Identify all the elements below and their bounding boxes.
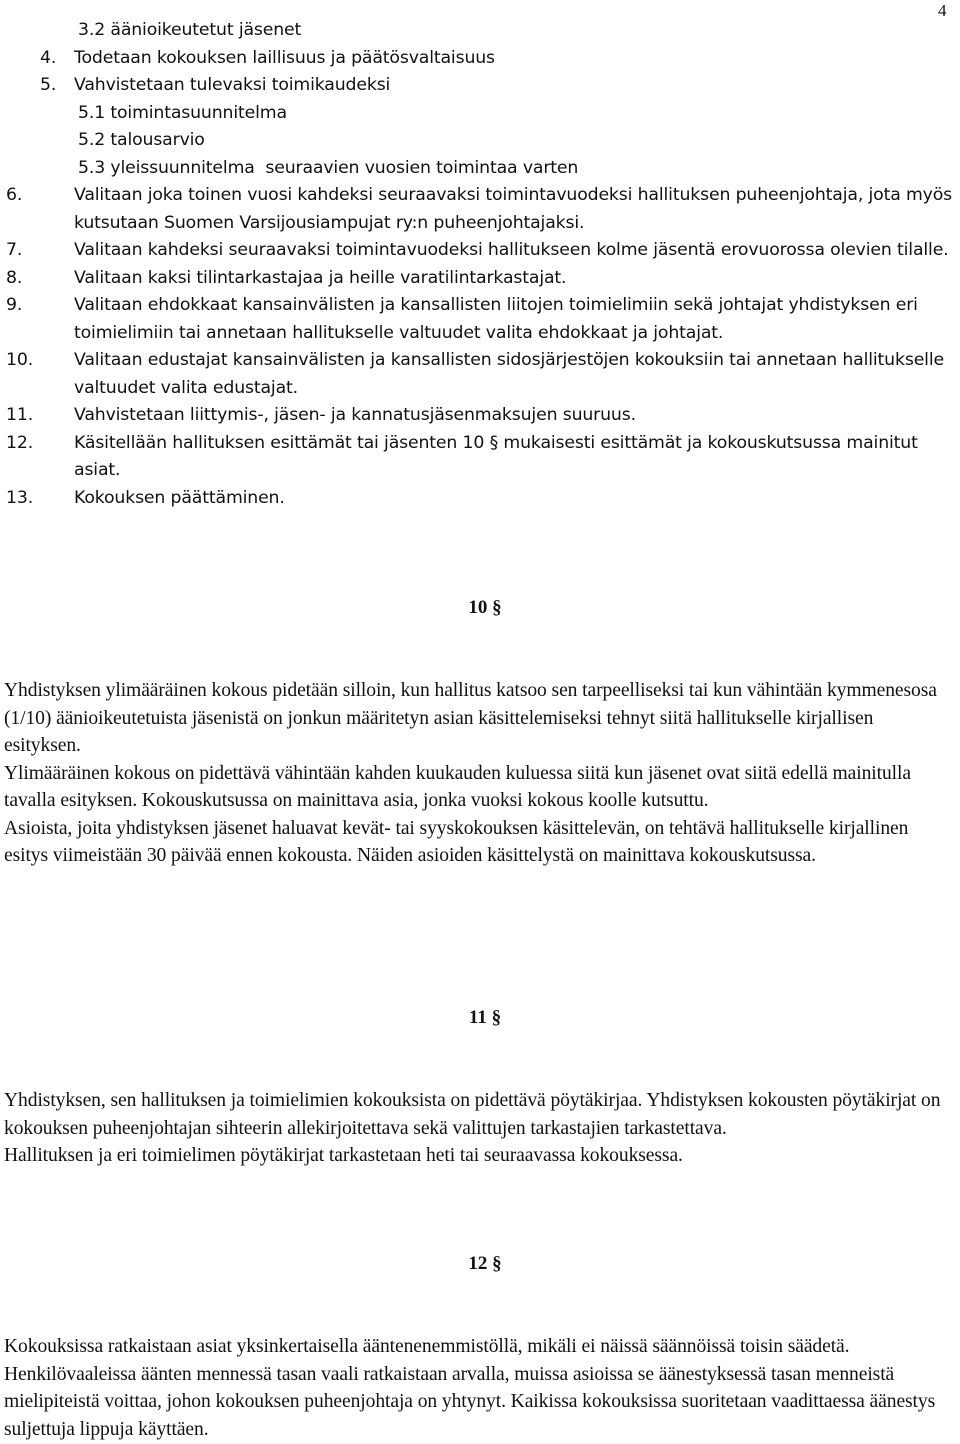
agenda-item-text: Käsitellään hallituksen esittämät tai jäsenten 10 § mukaisesti esittämät ja kokouskutsussa mainitut asiat. <box>74 432 918 480</box>
section-body <box>4 1333 954 1443</box>
agenda-item-number: 5. <box>40 75 57 95</box>
agenda-item-number: 7. <box>6 240 23 260</box>
agenda-item-text: Valitaan kahdeksi seuraavaksi toimintavuodeksi hallitukseen kolme jäsentä erovuorossa olevien tilalle. <box>74 240 949 260</box>
agenda-item-text: 5.1 toimintasuunnitelma <box>78 102 287 123</box>
section-number: 11 <box>468 1007 487 1028</box>
section-mark: § <box>492 1253 502 1274</box>
section-paragraph: Yhdistyksen, sen hallituksen ja toimielimien kokouksista on pidettävä pöytäkirjaa. Yhdistyksen kokousten pöytäkirjat on kokouksen puheenjohtajan sihteerin allekirjoitettava sekä valittujen tarkastajien tarkastettava. <box>4 1090 941 1139</box>
section-body <box>4 1087 954 1170</box>
agenda-item-number: 6. <box>6 185 23 205</box>
agenda-item-text: Valitaan ehdokkaat kansainvälisten ja kansallisten liitojen toimielimiin sekä johtajat yhdistyksen eri toimielimiin tai annetaan hallitukselle valtuudet valita ehdokkaat ja johtajat. <box>74 295 918 343</box>
agenda-item <box>40 127 955 155</box>
section-number: 10 <box>468 597 488 618</box>
agenda-item <box>40 72 955 100</box>
agenda-item <box>40 45 955 73</box>
section-paragraph: Yhdistyksen ylimääräinen kokous pidetään silloin, kun hallitus katsoo sen tarpeelliseksi tai kun vähintään kymmenesosa (1/10) äänioikeutetuista jäsenistä on jonkun määritetyn asian käsittelemiseksi tehnyt siitä hallitukselle kirjallisen esityksen. <box>4 680 937 756</box>
agenda-item <box>40 155 955 183</box>
agenda-item <box>6 347 955 402</box>
agenda-item <box>6 292 955 347</box>
agenda-item-number: 8. <box>6 267 23 288</box>
agenda-item <box>6 265 955 293</box>
agenda-item <box>6 402 955 430</box>
section-paragraph: Kokouksissa ratkaistaan asiat yksinkertaisella ääntenenemmistöllä, mikäli ei näissä säännöissä toisin säädetä. Henkilövaaleissa äänten mennessä tasan vaali ratkaistaan arvalla, muissa asioissa se äänestyksessä tasan menneistä mielipiteistä voittaa, johon kokouksen puheenjohtaja on yhtynyt. Kaikissa kokouksissa suoritetaan vaadittaessa äänestys suljettuja lippuja käyttäen. <box>4 1336 936 1440</box>
agenda-item <box>6 430 955 485</box>
agenda-item-number: 12. <box>6 432 34 453</box>
section-mark: § <box>491 1007 502 1028</box>
section-heading <box>0 1253 960 1275</box>
agenda-item <box>6 182 955 237</box>
agenda-item-text: Vahvistetaan liittymis-, jäsen- ja kannatusjäsenmaksujen suuruus. <box>74 405 636 425</box>
agenda-item-text: 3.2 äänioikeutetut jäsenet <box>78 20 302 40</box>
agenda-item-text: 5.2 talousarvio <box>78 130 205 150</box>
agenda-item-text: Vahvistetaan tulevaksi toimikaudeksi <box>74 75 391 95</box>
agenda-list <box>6 17 955 512</box>
agenda-item-text: Kokouksen päättäminen. <box>74 487 285 508</box>
agenda-item-text: Valitaan edustajat kansainvälisten ja kansallisten sidosjärjestöjen kokouksiin tai annetaan hallitukselle valtuudet valita edustajat. <box>74 350 944 398</box>
agenda-item-number: 10. <box>6 350 34 370</box>
agenda-item <box>40 17 955 45</box>
section-paragraph: Hallituksen ja eri toimielimen pöytäkirjat tarkastetaan heti tai seuraavassa kokouksessa. <box>4 1145 683 1166</box>
section-paragraph: Asioista, joita yhdistyksen jäsenet haluavat kevät- tai syyskokouksen käsittelevän, on tehtävä hallitukselle kirjallinen esitys viimeistään 30 päivää ennen kokousta. Näiden asioiden käsittelystä on mainittava kokouskutsussa. <box>4 817 909 866</box>
section-paragraph: Ylimääräinen kokous on pidettävä vähintään kahden kuukauden kuluessa siitä kun jäsenet ovat siitä edellä mainitulla tavalla esityksen. Kokouskutsussa on mainittava asia, jonka vuoksi kokous koolle kutsuttu. <box>4 762 911 811</box>
section-heading <box>0 597 960 619</box>
section-mark: § <box>492 597 502 618</box>
section-body <box>4 677 954 870</box>
agenda-item-number: 13. <box>6 487 34 508</box>
agenda-item-text: 5.3 yleissuunnitelma seuraavien vuosien toimintaa varten <box>78 157 579 178</box>
section-heading <box>0 1007 960 1029</box>
page-number: 4 <box>938 1 947 20</box>
agenda-item-number: 4. <box>40 47 57 68</box>
agenda-item <box>40 100 955 128</box>
agenda-item-text: Valitaan kaksi tilintarkastajaa ja heille varatilintarkastajat. <box>74 267 567 288</box>
agenda-item-text: Valitaan joka toinen vuosi kahdeksi seuraavaksi toimintavuodeksi hallituksen puheenjohtaja, jota myös kutsutaan Suomen Varsijousiampujat ry:n puheenjohtajaksi. <box>74 185 953 233</box>
agenda-item-number: 9. <box>6 295 23 315</box>
agenda-item-text: Todetaan kokouksen laillisuus ja päätösvaltaisuus <box>74 47 495 68</box>
agenda-item <box>6 237 955 265</box>
agenda-item-number: 11. <box>6 405 34 425</box>
agenda-item <box>6 485 955 513</box>
section-number: 12 <box>468 1253 488 1274</box>
